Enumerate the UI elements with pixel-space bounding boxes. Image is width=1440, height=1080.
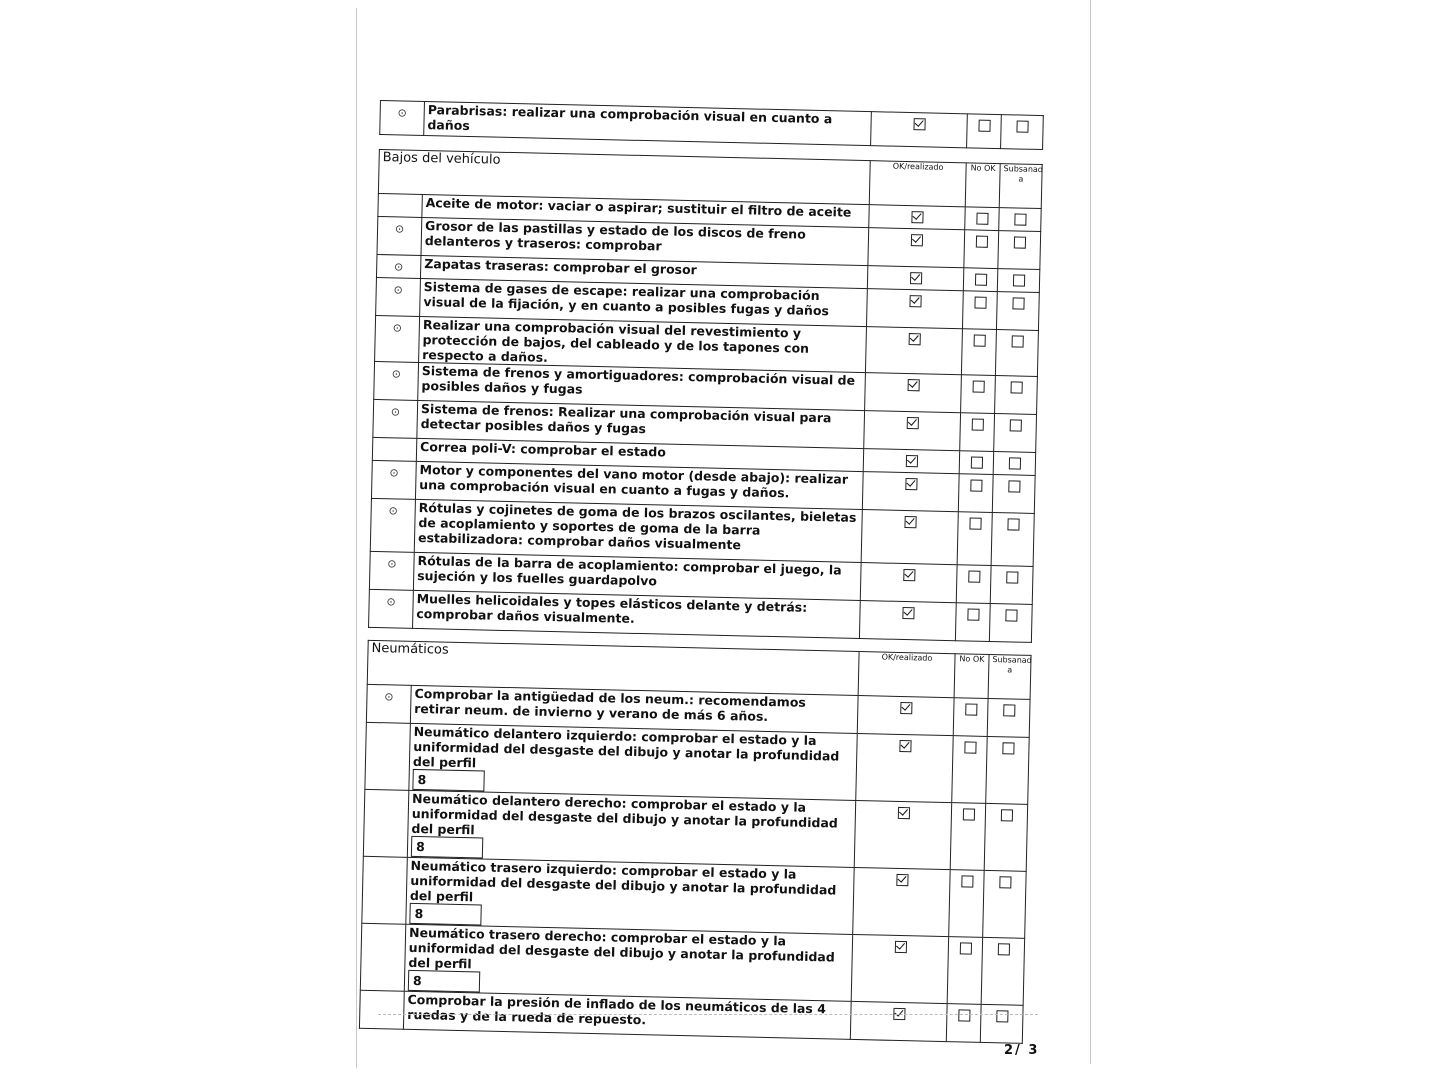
not-ok-checkbox[interactable] xyxy=(959,942,971,954)
ok-cell xyxy=(860,563,957,603)
fixed-checkbox[interactable] xyxy=(1009,419,1021,431)
ok-cell xyxy=(862,472,959,512)
fixed-cell xyxy=(980,1004,1023,1043)
item-text: Aceite de motor: vaciar o aspirar; sustituir el filtro de aceite xyxy=(425,195,852,220)
item-text: Neumático delantero izquierdo: comprobar el estado y la uniformidad del desgaste del dibujo y anotar la profundidad del perfil xyxy=(412,723,840,771)
fixed-cell xyxy=(996,292,1039,331)
item-text: Sistema de gases de escape: realizar una comprobación visual de la fijación, y en cuanto a posibles fugas y daños xyxy=(423,279,830,319)
fixed-cell xyxy=(999,208,1042,232)
ok-cell xyxy=(856,733,953,802)
ok-cell xyxy=(868,228,965,268)
fixed-cell xyxy=(995,376,1038,415)
ok-checkbox[interactable] xyxy=(905,478,917,490)
not-ok-cell xyxy=(964,230,999,269)
item-text: Comprobar la presión de inflado de los neumáticos de las 4 ruedas y de la rueda de repuesto. xyxy=(407,991,827,1028)
tread-depth-field[interactable]: 8 xyxy=(411,836,483,859)
fixed-checkbox[interactable] xyxy=(1005,609,1017,621)
fixed-checkbox[interactable] xyxy=(1013,236,1025,248)
fixed-checkbox[interactable] xyxy=(1000,809,1012,821)
not-ok-checkbox[interactable] xyxy=(976,212,988,224)
not-ok-checkbox[interactable] xyxy=(974,296,986,308)
item-icon-cell xyxy=(378,193,423,217)
ok-column-header: OK/realizado xyxy=(869,161,966,207)
fixed-cell xyxy=(983,870,1027,938)
not-ok-cell xyxy=(956,565,991,604)
fixed-cell xyxy=(987,698,1030,737)
item-text: Correa poli-V: comprobar el estado xyxy=(419,439,667,460)
checklist-item-row xyxy=(380,101,1044,150)
ok-checkbox[interactable] xyxy=(903,568,915,580)
visual-inspection-icon: ⊙ xyxy=(397,106,407,120)
not-ok-cell xyxy=(952,736,988,804)
not-ok-checkbox[interactable] xyxy=(974,273,986,285)
ok-cell xyxy=(863,449,959,474)
fixed-cell xyxy=(995,330,1038,377)
not-ok-cell xyxy=(967,114,1002,149)
not-ok-cell xyxy=(958,474,993,513)
item-text: Rótulas y cojinetes de goma de los brazos oscilantes, bieletas de acoplamiento y soportes de goma de la barra estabilizadora: comprobar daños visualmente xyxy=(417,499,857,553)
section-table xyxy=(359,640,1032,1044)
not-ok-cell xyxy=(947,937,983,1005)
item-icon-cell xyxy=(366,684,411,723)
section-title: Neumáticos xyxy=(367,640,859,695)
ok-checkbox[interactable] xyxy=(900,701,912,713)
ok-cell xyxy=(851,934,948,1003)
fixed-cell xyxy=(997,269,1040,293)
fixed-checkbox[interactable] xyxy=(1016,120,1028,132)
tread-depth-field[interactable]: 8 xyxy=(409,903,481,926)
item-icon-cell xyxy=(365,722,411,790)
section-table xyxy=(368,149,1043,643)
not-ok-checkbox[interactable] xyxy=(969,517,981,529)
not-ok-cell xyxy=(961,375,996,414)
ok-cell xyxy=(850,1001,947,1041)
visual-inspection-icon: ⊙ xyxy=(387,557,397,571)
fixed-checkbox[interactable] xyxy=(999,876,1011,888)
ok-checkbox[interactable] xyxy=(904,515,916,527)
not-ok-checkbox[interactable] xyxy=(970,479,982,491)
item-icon-cell xyxy=(380,101,425,136)
item-text: Neumático trasero derecho: comprobar el estado y la uniformidad del desgaste del dibujo y anotar la profundidad del perfil xyxy=(408,924,835,972)
ok-checkbox[interactable] xyxy=(907,379,919,391)
fixed-cell xyxy=(984,803,1028,871)
ok-cell xyxy=(866,289,963,329)
ok-checkbox[interactable] xyxy=(909,295,921,307)
fixed-checkbox[interactable] xyxy=(1010,381,1022,393)
item-text: Neumático trasero izquierdo: comprobar el estado y la uniformidad del desgaste del dibujo y anotar la profundidad del perfil xyxy=(409,857,837,905)
checklist-page xyxy=(358,100,1080,1076)
ok-cell xyxy=(867,266,963,291)
item-text-cell xyxy=(409,723,857,800)
visual-inspection-icon: ⊙ xyxy=(394,222,405,236)
fixed-checkbox[interactable] xyxy=(1002,742,1014,754)
ok-column-header: OK/realizado xyxy=(858,652,955,698)
ok-checkbox[interactable] xyxy=(899,739,911,751)
not-ok-column-header: No OK xyxy=(965,163,1000,208)
ok-checkbox[interactable] xyxy=(896,873,908,885)
not-ok-column-header: No OK xyxy=(954,654,989,699)
fixed-cell xyxy=(998,231,1041,270)
visual-inspection-icon: ⊙ xyxy=(386,595,396,609)
ok-cell xyxy=(865,373,962,413)
fixed-cell xyxy=(992,475,1035,514)
scan-edge-right xyxy=(1090,0,1091,1064)
item-text: Realizar una comprobación visual del revestimiento y protección de bajos, del cableado y de los tapones con respecto a daños. xyxy=(422,317,810,365)
fixed-checkbox[interactable] xyxy=(1012,297,1024,309)
not-ok-cell xyxy=(955,603,990,642)
item-icon-cell xyxy=(373,399,418,438)
fixed-checkbox[interactable] xyxy=(1007,518,1019,530)
ok-cell xyxy=(857,696,954,736)
item-icon-cell xyxy=(372,437,417,461)
item-icon-cell xyxy=(362,856,408,924)
fixed-checkbox[interactable] xyxy=(997,943,1009,955)
ok-cell xyxy=(854,800,951,869)
windshield-table xyxy=(379,100,1044,150)
not-ok-cell xyxy=(960,413,995,452)
tread-depth-field[interactable]: 8 xyxy=(408,970,480,993)
item-icon-cell xyxy=(377,216,422,255)
scan-dotted-line xyxy=(378,1014,1038,1015)
not-ok-cell xyxy=(946,1004,981,1043)
not-ok-cell xyxy=(953,698,988,737)
not-ok-checkbox[interactable] xyxy=(962,808,974,820)
ok-cell xyxy=(869,205,965,230)
ok-checkbox[interactable] xyxy=(910,234,922,246)
ok-cell xyxy=(861,510,958,565)
ok-cell xyxy=(859,601,956,641)
item-icon-cell xyxy=(374,361,419,400)
item-icon-cell xyxy=(369,589,414,628)
fixed-cell xyxy=(981,937,1025,1005)
visual-inspection-icon: ⊙ xyxy=(393,260,404,274)
item-text: Parabrisas: realizar una comprobación visual en cuanto a daños xyxy=(427,102,833,134)
item-text: Motor y componentes del vano motor (desde abajo): realizar una comprobación visual en cuanto a fugas y daños. xyxy=(419,461,849,501)
visual-inspection-icon: ⊙ xyxy=(384,690,394,704)
item-text-cell xyxy=(424,102,872,146)
item-icon-cell xyxy=(360,923,406,991)
ok-cell xyxy=(871,112,968,148)
visual-inspection-icon: ⊙ xyxy=(389,466,399,480)
ok-checkbox[interactable] xyxy=(902,606,914,618)
ok-checkbox[interactable] xyxy=(908,333,920,345)
not-ok-checkbox[interactable] xyxy=(965,703,977,715)
fixed-checkbox[interactable] xyxy=(996,1010,1008,1022)
item-icon-cell xyxy=(376,254,421,278)
fixed-cell xyxy=(990,565,1033,604)
fixed-cell xyxy=(994,414,1037,453)
visual-inspection-icon: ⊙ xyxy=(392,321,403,335)
not-ok-cell xyxy=(959,451,994,475)
item-text: Sistema de frenos y amortiguadores: comprobación visual de posibles daños y fugas xyxy=(421,363,856,397)
fixed-checkbox[interactable] xyxy=(1008,480,1020,492)
fixed-column-header: Subsanad a xyxy=(988,654,1031,699)
fixed-checkbox[interactable] xyxy=(1006,571,1018,583)
not-ok-checkbox[interactable] xyxy=(973,334,985,346)
not-ok-checkbox[interactable] xyxy=(971,418,983,430)
item-text-cell xyxy=(407,790,855,867)
not-ok-cell xyxy=(961,329,996,376)
visual-inspection-icon: ⊙ xyxy=(391,367,402,381)
fixed-cell xyxy=(1001,115,1044,150)
ok-checkbox[interactable] xyxy=(905,455,917,467)
ok-checkbox[interactable] xyxy=(894,940,906,952)
ok-cell xyxy=(853,867,950,936)
not-ok-checkbox[interactable] xyxy=(970,456,982,468)
item-text: Rótulas de la barra de acoplamiento: comprobar el juego, la sujeción y los fuelles guardapolvo xyxy=(417,552,842,589)
ok-cell xyxy=(864,411,961,451)
not-ok-checkbox[interactable] xyxy=(968,570,980,582)
not-ok-checkbox[interactable] xyxy=(972,380,984,392)
checklist-content xyxy=(359,100,1080,1045)
fixed-checkbox[interactable] xyxy=(1014,213,1026,225)
ok-cell xyxy=(865,327,962,375)
item-icon-cell xyxy=(376,277,421,316)
visual-inspection-icon: ⊙ xyxy=(388,504,398,518)
item-icon-cell xyxy=(371,460,416,499)
visual-inspection-icon: ⊙ xyxy=(393,283,403,297)
ok-checkbox[interactable] xyxy=(911,211,923,223)
tread-depth-field[interactable]: 8 xyxy=(412,769,484,792)
item-icon-cell xyxy=(359,990,404,1029)
visual-inspection-icon: ⊙ xyxy=(390,405,401,419)
fixed-column-header: Subsanad a xyxy=(999,164,1042,209)
fixed-checkbox[interactable] xyxy=(1011,335,1023,347)
fixed-checkbox[interactable] xyxy=(1012,274,1024,286)
not-ok-checkbox[interactable] xyxy=(978,119,990,131)
ok-checkbox[interactable] xyxy=(906,417,918,429)
fixed-cell xyxy=(991,512,1034,566)
item-icon-cell xyxy=(369,551,414,590)
fixed-cell xyxy=(993,452,1036,476)
item-text: Comprobar la antigüedad de los neum.: recomendamos retirar neum. de invierno y verano de más 6 años. xyxy=(414,685,807,724)
item-text-cell xyxy=(404,924,852,1001)
section-title: Bajos del vehículo xyxy=(378,149,870,204)
fixed-cell xyxy=(986,736,1030,804)
not-ok-checkbox[interactable] xyxy=(975,235,987,247)
item-text: Zapatas traseras: comprobar el grosor xyxy=(424,256,698,278)
item-text: Neumático delantero derecho: comprobar el estado y la uniformidad del desgaste del dibujo y anotar la profundidad del perfil xyxy=(411,790,838,838)
item-text: Sistema de frenos: Realizar una comprobación visual para detectar posibles daños y fugas xyxy=(420,401,832,437)
item-icon-cell xyxy=(370,498,415,552)
item-text: Muelles helicoidales y topes elásticos delante y detrás: comprobar daños visualmente. xyxy=(416,590,808,626)
item-text-cell xyxy=(406,857,854,934)
not-ok-cell xyxy=(963,268,998,292)
ok-checkbox[interactable] xyxy=(909,272,921,284)
not-ok-cell xyxy=(957,512,992,566)
ok-checkbox[interactable] xyxy=(897,806,909,818)
fixed-checkbox[interactable] xyxy=(1008,457,1020,469)
item-text: Grosor de las pastillas y estado de los discos de freno delanteros y traseros: comprobar xyxy=(424,218,806,254)
not-ok-cell xyxy=(949,870,985,938)
item-icon-cell xyxy=(375,315,420,362)
page-number: 2/ 3 xyxy=(1004,1043,1040,1058)
scan-edge-left xyxy=(356,8,357,1068)
not-ok-cell xyxy=(950,803,986,871)
fixed-cell xyxy=(989,603,1032,642)
not-ok-checkbox[interactable] xyxy=(967,608,979,620)
item-icon-cell xyxy=(363,789,409,857)
not-ok-checkbox[interactable] xyxy=(964,741,976,753)
not-ok-cell xyxy=(962,291,997,330)
not-ok-checkbox[interactable] xyxy=(961,875,973,887)
ok-checkbox[interactable] xyxy=(913,118,925,130)
fixed-checkbox[interactable] xyxy=(1003,704,1015,716)
not-ok-cell xyxy=(965,207,1000,231)
